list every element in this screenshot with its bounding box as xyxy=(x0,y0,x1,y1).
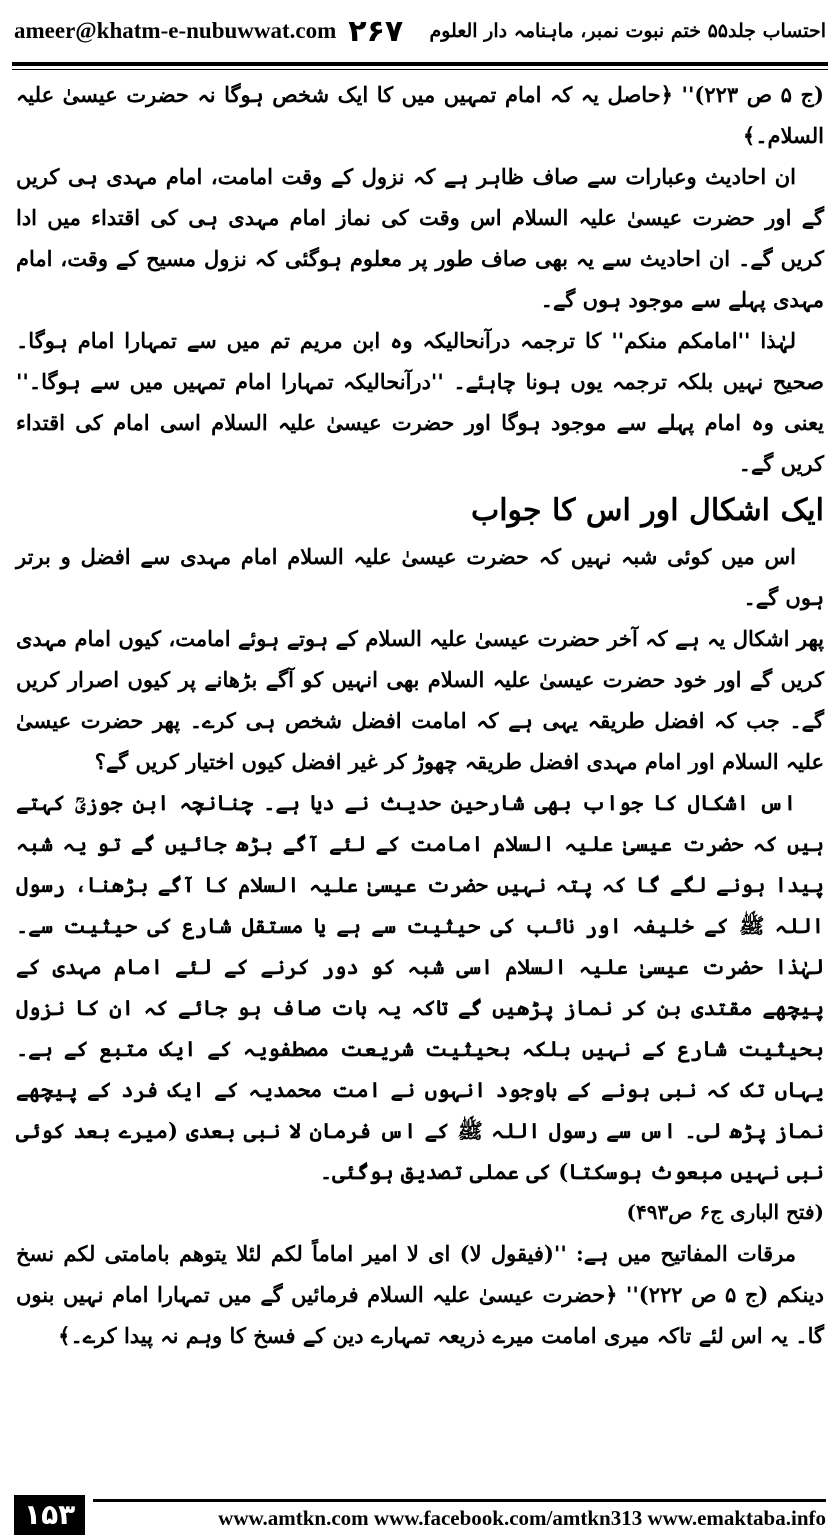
paragraph-mirqat: مرقات المفاتیح میں ہے: ''(فیقول لا) ای لا امیر اماماً لکم لئلا یتوھم بامامتی لکم نسخ دینکم (ج ۵ ص ۲۲۲)'' ﴿حضرت عیسیٰ علیہ السلام فرمائیں گے میں تمہارا امام نہیں بنوں گا۔ یہ اس لئے تاکہ میری امامت میرے ذریعہ تمہارے دین کے فسخ کا وہم نہ پیدا کرے۔﴾ xyxy=(16,1241,824,1348)
footer-links[interactable]: www.amtkn.com www.facebook.com/amtkn313 www.emaktaba.info xyxy=(218,1506,826,1530)
section-heading: ایک اشکال اور اس کا جواب xyxy=(470,493,824,528)
page-header xyxy=(14,6,826,56)
paragraph-quote-translation: (ج ۵ ص ۲۲۳)'' ﴿حاصل یہ کہ امام تمہیں میں کا ایک شخص ہوگا نہ حضرت عیسیٰ علیہ السلام۔﴾ xyxy=(16,82,824,148)
paragraph-ahadith: ان احادیث وعبارات سے صاف ظاہر ہے کہ نزول کے وقت امامت، امام مہدی ہی کریں گے اور حضرت عیسیٰ علیہ السلام اس وقت کی نماز امام مہدی ہی کی اقتداء میں ادا کریں گے۔ ان احادیث سے یہ بھی صاف طور پر معلوم ہوگئی کہ نزول مسیح کے وقت، امام مہدی پہلے سے موجود ہوں گے۔ xyxy=(16,164,824,312)
page-footer xyxy=(14,1494,826,1536)
paragraph-translation-note: لہٰذا ''امامکم منکم'' کا ترجمہ درآنحالیکہ وہ ابن مریم تم میں سے تمہارا امام ہوگا۔ صحیح نہیں بلکہ ترجمہ یوں ہونا چاہئے۔ ''درآنحالیکہ تمہارا امام تمہیں میں سے ہوگا۔'' یعنی وہ امام پہلے سے موجود ہوگا اور حضرت عیسیٰ علیہ السلام اسی امام کی اقتداء کریں گے۔ xyxy=(16,328,824,476)
paragraph-objection: پھر اشکال یہ ہے کہ آخر حضرت عیسیٰ علیہ السلام کے ہوتے ہوئے امامت، کیوں امام مہدی کریں گے اور خود حضرت عیسیٰ علیہ السلام بھی انہیں کو آگے بڑھانے پر کیوں اصرار کریں گے۔ جب کہ افضل طریقہ یہی ہے کہ امامت افضل شخص ہی کرے۔ پھر حضرت عیسیٰ علیہ السلام اور امام مہدی افضل طریقہ چھوڑ کر غیر افضل کیوں اختیار کریں گے؟ xyxy=(16,626,824,774)
header-journal-title: احتساب جلد۵۵ ختم نبوت نمبر، ماہنامہ دار العلوم xyxy=(429,20,826,42)
paragraph-no-doubt: اس میں کوئی شبہ نہیں کہ حضرت عیسیٰ علیہ السلام امام مہدی سے افضل و برتر ہوں گے۔ xyxy=(16,544,824,610)
header-page-number: ۲۶۷ xyxy=(348,13,404,49)
paragraph-answer: اس اشکال کا جواب بھی شارحین حدیث نے دیا ہے۔ چنانچہ ابن جوزیؒ کہتے ہیں کہ حضرت عیسیٰ علیہ السلام امامت کے لئے آگے بڑھ جائیں گے تو یہ شبہ پیدا ہونے لگے گا کہ پتہ نہیں حضرت عیسیٰ علیہ السلام کا آگے بڑھنا، رسول اللہ ﷺ کے خلیفہ اور نائب کی حیثیت سے ہے یا مستقل شارع کی حیثیت سے۔ لہٰذا حضرت عیسیٰ علیہ السلام اسی شبہ کو دور کرنے کے لئے امام مہدی کے پیچھے مقتدی بن کر نماز پڑھیں گے تاکہ یہ بات صاف ہو جائے کہ ان کا نزول بحیثیت شارع کے نہیں بلکہ بحیثیت شریعت مصطفویہ کے ایک متبع کے ہے۔ یہاں تک کہ نبی ہونے کے باوجود انہوں نے امت محمدیہ کے ایک فرد کے پیچھے نماز پڑھ لی۔ اس سے رسول اللہ ﷺ کے اس فرمان لا نبی بعدی (میرے بعد کوئی نبی نہیں مبعوث ہوسکتا) کی عملی تصدیق ہوگئی۔ xyxy=(16,790,824,1184)
reference-fath-al-bari: (فتح الباری ج۶ ص۴۹۳) xyxy=(626,1200,824,1224)
footer-rule xyxy=(93,1499,826,1502)
header-rule-thin xyxy=(12,69,828,70)
footer-links-block xyxy=(93,1499,826,1531)
header-rule-thick xyxy=(12,62,828,66)
article-body xyxy=(16,74,824,1356)
footer-folio-number: ۱۵۳ xyxy=(14,1495,85,1535)
header-email[interactable]: ameer@khatm-e-nubuwwat.com xyxy=(14,18,337,43)
